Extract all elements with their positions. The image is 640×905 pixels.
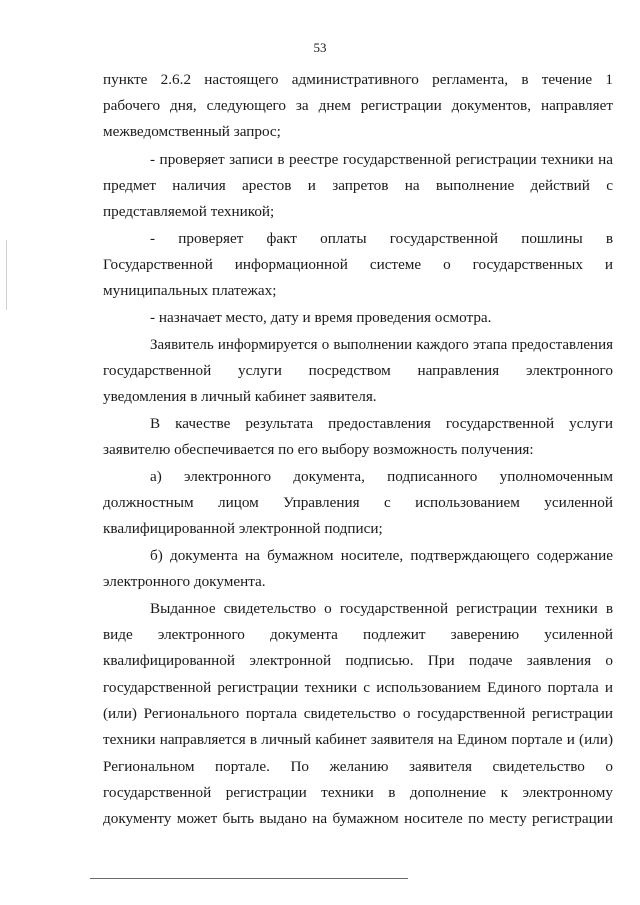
text-line: а) электронного документа, подписанного уполномоченным <box>150 468 613 485</box>
text-line: рабочего дня, следующего за днем регистрации документов, направляет <box>103 97 613 114</box>
footer-rule <box>90 878 408 879</box>
text-line: Региональном портале. По желанию заявителя свидетельство о <box>103 758 613 775</box>
text-line: Выданное свидетельство о государственной регистрации техники в <box>150 600 613 617</box>
text-line: государственной регистрации техники с использованием Единого портала и <box>103 679 613 696</box>
scan-edge-mark <box>6 240 7 310</box>
text-line: документу может быть выдано на бумажном носителе по месту регистрации <box>103 810 613 827</box>
text-line: межведомственный запрос; <box>103 123 281 140</box>
text-line: квалифицированной электронной подписью. При подаче заявления о <box>103 652 613 669</box>
text-line: виде электронного документа подлежит заверению усиленной <box>103 626 613 643</box>
text-line: (или) Регионального портала свидетельство о государственной регистрации <box>103 705 613 722</box>
text-line: должностным лицом Управления с использованием усиленной <box>103 494 613 511</box>
text-line: предмет наличия арестов и запретов на выполнение действий с <box>103 177 613 194</box>
text-line: уведомления в личный кабинет заявителя. <box>103 388 377 405</box>
text-line: электронного документа. <box>103 573 266 590</box>
text-line: государственной регистрации техники в дополнение к электронному <box>103 784 613 801</box>
text-line: техники направляется в личный кабинет заявителя на Едином портале и (или) <box>103 731 613 748</box>
text-line: В качестве результата предоставления государственной услуги <box>150 415 613 432</box>
page-number: 53 <box>313 40 327 55</box>
text-line: представляемой техникой; <box>103 203 275 220</box>
text-line: б) документа на бумажном носителе, подтверждающего содержание <box>150 547 613 564</box>
text-line: заявителю обеспечивается по его выбору возможность получения: <box>103 441 534 458</box>
text-line: - назначает место, дату и время проведения осмотра. <box>150 309 492 326</box>
text-line: пункте 2.6.2 настоящего административного регламента, в течение 1 <box>103 71 613 88</box>
text-line: государственной услуги посредством направления электронного <box>103 362 613 379</box>
text-line: Государственной информационной системе о государственных и <box>103 256 613 273</box>
text-line: - проверяет записи в реестре государственной регистрации техники на <box>150 151 613 168</box>
text-line: квалифицированной электронной подписи; <box>103 520 383 537</box>
text-line: - проверяет факт оплаты государственной пошлины в <box>150 230 613 247</box>
text-line: Заявитель информируется о выполнении каждого этапа предоставления <box>150 337 613 353</box>
text-line: муниципальных платежах; <box>103 282 277 299</box>
